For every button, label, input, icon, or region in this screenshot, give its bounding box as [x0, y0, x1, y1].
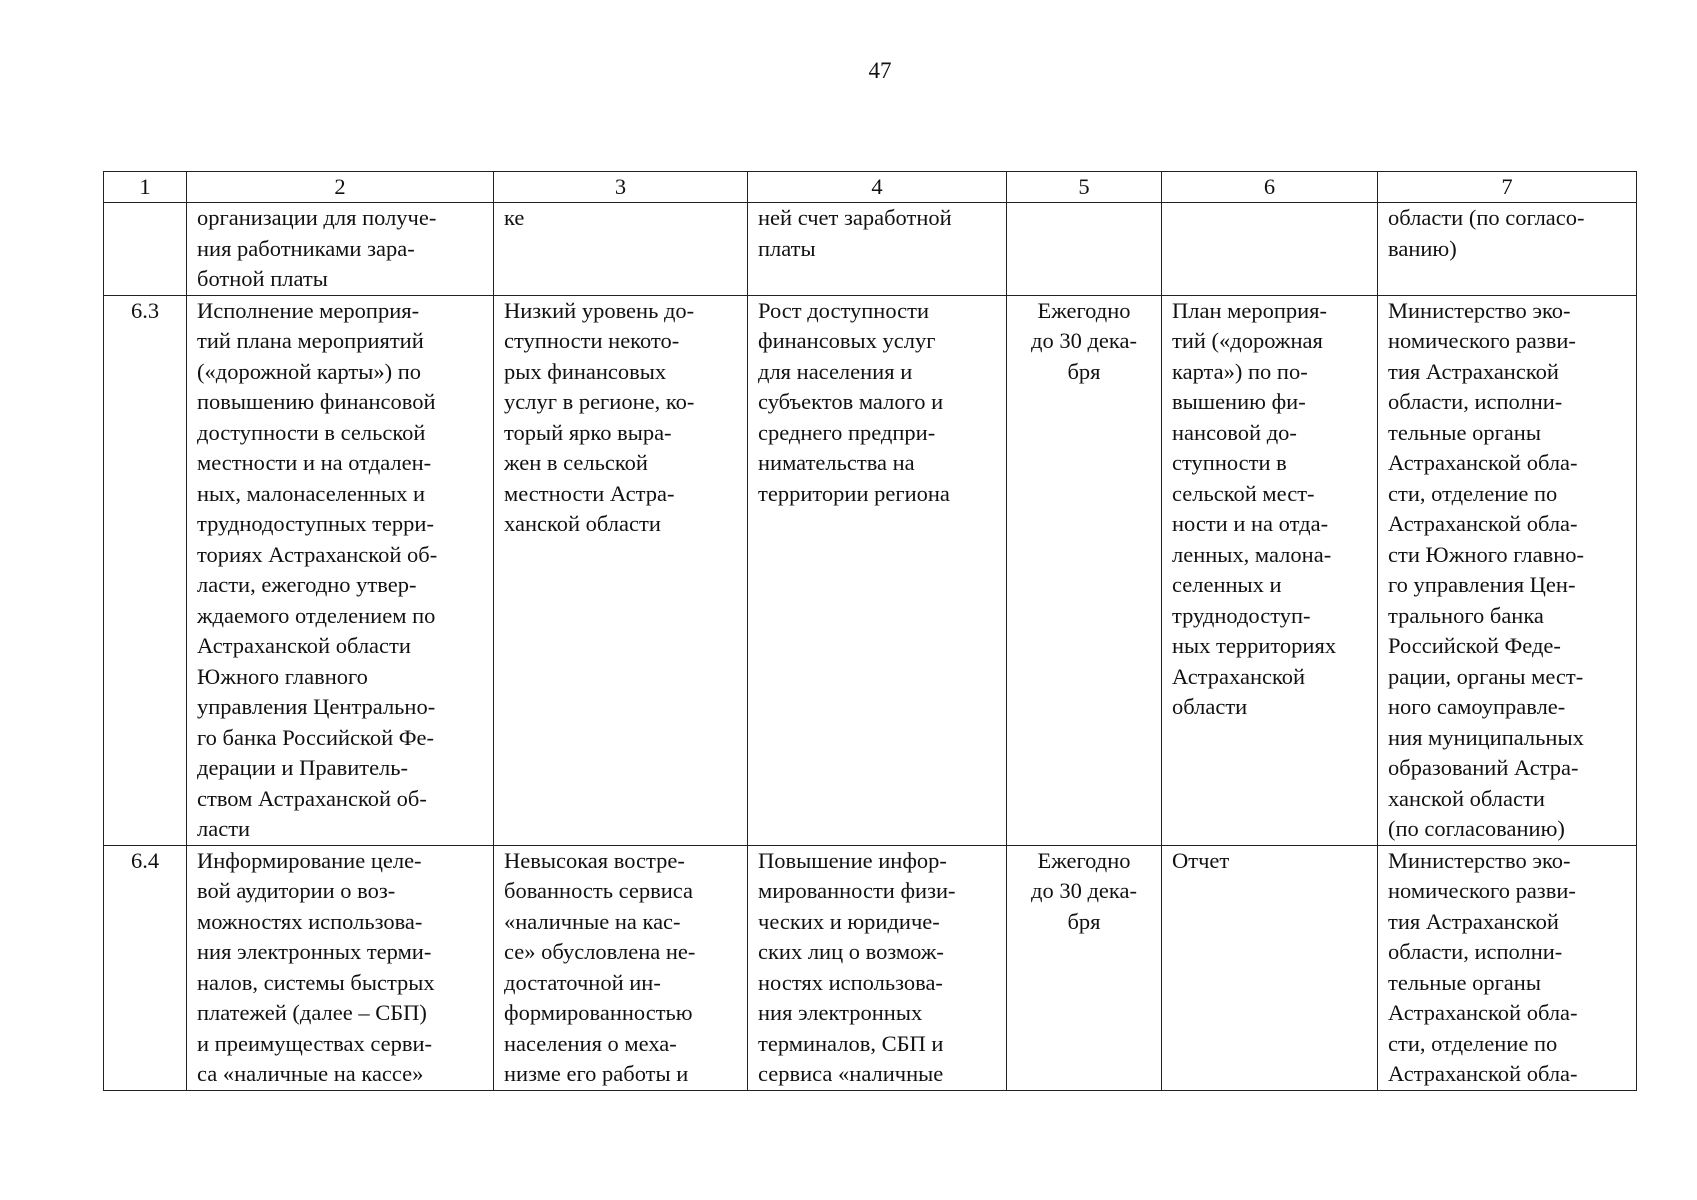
- row-number: 6.3: [130, 297, 160, 323]
- column-header: 3: [494, 172, 748, 203]
- problem-text: Низкий уровень до- ступности некото- рых финансовых услуг в регионе, ко- торый ярко выра- жен в сельской местности Астра- ханской области: [504, 297, 695, 536]
- row-number-cell: [104, 203, 187, 296]
- result-cell: [748, 203, 1007, 296]
- document-text: План мероприя- тий («дорожная карта») по по- вышению фи- нансовой до- ступности в сельской мест- ности и на отда- ленных, малона- селенных и труднодоступ- ных территориях Астраханской области: [1172, 297, 1337, 719]
- problem-cell: [494, 295, 748, 845]
- deadline-cell: [1007, 295, 1162, 845]
- problem-cell: [494, 845, 748, 1090]
- result-text: Повышение инфор- мированности физи- ческих и юридиче- ских лиц о возмож- ностях использова- ния электронных терминалов, СБП и сервиса «наличные: [758, 847, 956, 1086]
- problem-cell: [494, 203, 748, 296]
- document-text: Отчет: [1172, 847, 1230, 873]
- column-header: 4: [748, 172, 1007, 203]
- column-header: 1: [104, 172, 187, 203]
- table-header-row: [104, 172, 1637, 203]
- responsible-cell: [1378, 295, 1637, 845]
- document-cell: [1162, 845, 1378, 1090]
- document-cell: [1162, 203, 1378, 296]
- problem-text: ке: [504, 205, 525, 230]
- measure-cell: [187, 203, 494, 296]
- measure-cell: [187, 295, 494, 845]
- table-row: [104, 845, 1637, 1090]
- row-number: 6.4: [130, 847, 160, 873]
- page-number: 47: [868, 58, 892, 83]
- measure-text: Исполнение мероприя- тий плана мероприятий («дорожной карты») по повышению финансовой доступности в сельской местности и на отдален- ных, малонаселенных и труднодоступных терри- ториях Астраханской об- ласти, ежегодно утвер- ждаемого отделением по Астраханской области Южного главного управления Центрально- го банка Российской Фе- дерации и Правитель- ством Астраханской об- ласти: [197, 297, 438, 841]
- deadline-cell: [1007, 845, 1162, 1090]
- column-header: 6: [1162, 172, 1378, 203]
- measures-table: [103, 171, 1637, 1091]
- column-header: 2: [187, 172, 494, 203]
- measure-text: организации для получе- ния работниками зара- ботной платы: [197, 205, 437, 291]
- table-row: [104, 203, 1637, 296]
- responsible-text: Министерство эко- номического разви- тия Астраханской области, исполни- тельные органы Астраханской обла- сти, отделение по Астраханской обла- сти Южного главно- го управления Цен- трального банка Российской Феде- рации, органы мест- ного самоуправле- ния муниципальных образований Астра- ханской области (по согласованию): [1388, 297, 1584, 841]
- result-cell: [748, 845, 1007, 1090]
- result-text: Рост доступности финансовых услуг для населения и субъектов малого и среднего предпри- нимательства на территории региона: [758, 297, 950, 506]
- deadline-text: Ежегодно до 30 дека- бря: [1031, 847, 1137, 934]
- result-cell: [748, 295, 1007, 845]
- document-cell: [1162, 295, 1378, 845]
- deadline-cell: [1007, 203, 1162, 296]
- column-header: 5: [1007, 172, 1162, 203]
- responsible-cell: [1378, 845, 1637, 1090]
- responsible-text: Министерство эко- номического разви- тия Астраханской области, исполни- тельные органы Астраханской обла- сти, отделение по Астраханской обла-: [1388, 847, 1578, 1086]
- measure-text: Информирование целе- вой аудитории о воз- можностях использова- ния электронных терми- налов, системы быстрых платежей (далее – СБП) и преимуществах серви- са «наличные на кассе»: [197, 847, 435, 1086]
- column-header: 7: [1378, 172, 1637, 203]
- table-row: [104, 295, 1637, 845]
- row-number-cell: [104, 295, 187, 845]
- measure-cell: [187, 845, 494, 1090]
- deadline-text: Ежегодно до 30 дека- бря: [1031, 297, 1137, 384]
- result-text: ней счет заработной платы: [758, 205, 952, 261]
- responsible-text: области (по согласо- ванию): [1388, 205, 1585, 261]
- problem-text: Невысокая востре- бованность сервиса «наличные на кас- се» обусловлена не- достаточной ин- формированностью населения о меха- низме его работы и: [504, 847, 696, 1086]
- row-number-cell: [104, 845, 187, 1090]
- responsible-cell: [1378, 203, 1637, 296]
